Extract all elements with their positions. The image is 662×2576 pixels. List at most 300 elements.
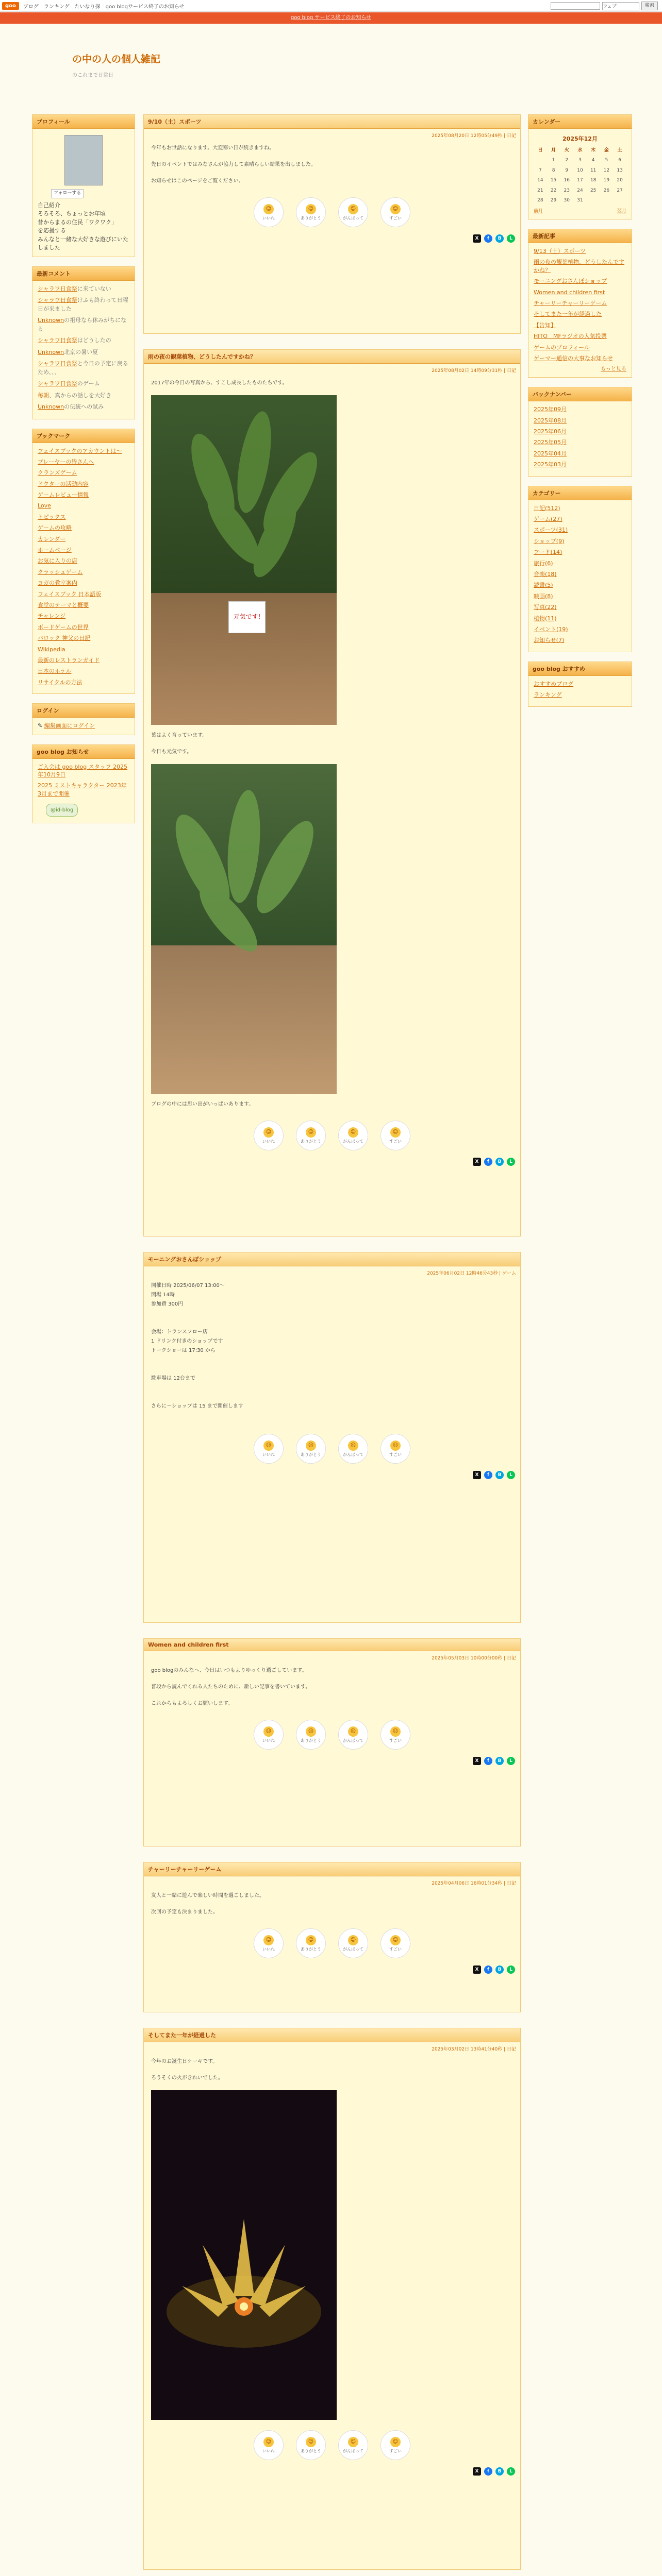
blog-header: [72, 52, 160, 78]
backnumber-heading: バックナンバー: [528, 387, 632, 401]
article-title[interactable]: Women and children first: [144, 1639, 520, 1651]
plant-photo[interactable]: [151, 764, 337, 1094]
category-link[interactable]: フード(14): [534, 549, 562, 556]
smile-icon: ☺: [306, 1440, 316, 1451]
article-title[interactable]: チャーリーチャーリーゲーム: [144, 1862, 520, 1876]
calendar-heading: カレンダー: [528, 115, 632, 129]
notice-link[interactable]: goo blog サービス終了のお知らせ: [290, 15, 372, 21]
facebook-share-icon[interactable]: f: [484, 234, 492, 243]
calendar-day[interactable]: 25: [590, 188, 597, 193]
calendar-day[interactable]: 11: [590, 167, 597, 173]
profile-line: みんなと一緒な大好きな遊びにいたしました: [38, 235, 128, 251]
share-buttons: [144, 231, 520, 248]
comment-item: [38, 380, 129, 388]
category-link[interactable]: 写真(22): [534, 604, 557, 611]
reaction-button[interactable]: [296, 1121, 326, 1150]
reaction-label: すごい: [389, 1139, 402, 1144]
category-link[interactable]: 植物(11): [534, 615, 557, 622]
bookmark-link[interactable]: プレーヤーの皆さんへ: [38, 458, 94, 465]
profile-text: [38, 201, 129, 252]
calendar-day[interactable]: 9: [565, 167, 569, 173]
category-link[interactable]: 旅行(6): [534, 560, 553, 567]
recent-posts-list: [534, 247, 626, 362]
topbar-link-notice[interactable]: goo blogサービス終了のお知らせ: [105, 4, 185, 10]
recent-post-link[interactable]: モーニングおさんぽショップ: [534, 278, 607, 285]
calendar-day[interactable]: 8: [552, 167, 555, 173]
comment-item: [38, 392, 129, 400]
reaction-buttons: [144, 1430, 520, 1468]
comment-author-link[interactable]: シャラワ日食祭: [38, 360, 77, 367]
reaction-label: いいね: [262, 1738, 275, 1743]
bookmark-link[interactable]: ゲームの攻略: [38, 524, 72, 532]
category-link[interactable]: ゲーム(27): [534, 516, 562, 523]
calendar-day[interactable]: 18: [590, 178, 597, 183]
article: [143, 114, 521, 334]
calendar-weekday: 水: [577, 147, 583, 153]
calendar-day[interactable]: 27: [617, 188, 623, 193]
article-paragraph: 友人と一緒に遊んで楽しい時間を過ごしました。: [151, 1893, 264, 1899]
reaction-label: すごい: [389, 1946, 402, 1952]
goo-recommend-list: [528, 676, 632, 706]
calendar-day[interactable]: 26: [603, 188, 610, 193]
backnumber-link[interactable]: 2025年08月: [534, 417, 567, 424]
article-paragraph: 今年もお世話になります。大変寒い日が続きますね。: [151, 145, 275, 151]
topbar-link-search[interactable]: たいなり探: [74, 4, 101, 10]
calendar-day[interactable]: 13: [617, 167, 623, 173]
bookmark-link[interactable]: カレンダー: [38, 535, 66, 543]
reaction-label: すごい: [389, 215, 402, 221]
smile-icon: ☺: [348, 1935, 358, 1945]
blog-id-badge[interactable]: @id-blog: [46, 804, 78, 817]
reaction-label: がんばって: [343, 1738, 363, 1743]
reaction-button[interactable]: [338, 197, 368, 227]
bookmark-link[interactable]: フェイスブック 日本語版: [38, 590, 102, 598]
bookmark-link[interactable]: ドクターの活動内容: [38, 480, 89, 487]
bookmark-link[interactable]: Wikipedia: [38, 646, 65, 653]
article-paragraph: 駐車場は 12台まで: [151, 1376, 195, 1381]
reaction-label: がんばって: [343, 215, 363, 221]
recent-post-link[interactable]: 9/13（土）スポーツ: [534, 248, 586, 255]
profile-avatar[interactable]: [64, 135, 103, 185]
comment-item: [38, 316, 129, 333]
notice-bar: [0, 12, 662, 24]
more-link[interactable]: もっと見る: [601, 366, 626, 372]
smile-icon: ☺: [348, 1726, 358, 1737]
recent-post-link[interactable]: 【告知】: [534, 321, 556, 329]
calendar-weekday: 月: [551, 147, 556, 153]
calendar-day[interactable]: 21: [537, 188, 543, 193]
hatena-bookmark-icon[interactable]: B: [495, 1965, 504, 1974]
smile-icon: ☺: [306, 1127, 316, 1138]
category-heading: カテゴリー: [528, 486, 632, 500]
share-buttons: [144, 2464, 520, 2481]
calendar-day[interactable]: 3: [578, 158, 582, 163]
comment-item: [38, 336, 129, 345]
bookmarks-box: [32, 429, 135, 694]
hatena-bookmark-icon[interactable]: B: [495, 1471, 504, 1479]
x-share-icon[interactable]: X: [473, 1158, 481, 1166]
smile-icon: ☺: [390, 204, 401, 214]
category-link[interactable]: お知らせ(7): [534, 637, 565, 644]
comment-text: けふも終わって日曜日が来ました: [38, 297, 128, 312]
bookmark-link[interactable]: 日本のホテル: [38, 668, 72, 675]
recent-comments-list: [32, 281, 135, 419]
comment-text: に来ていない: [77, 285, 111, 292]
reaction-button[interactable]: [254, 2430, 284, 2460]
recent-post-link[interactable]: ゲーマー通信の大事なお知らせ: [534, 354, 613, 362]
smile-icon: ☺: [348, 1440, 358, 1451]
reaction-button[interactable]: [338, 1121, 368, 1150]
profile-line: そろそろ、ちょっとお年頃: [38, 210, 106, 217]
recent-comments-heading: 最新コメント: [32, 267, 135, 281]
reaction-label: ありがとう: [301, 1946, 321, 1952]
comment-author-link[interactable]: Unknown: [38, 317, 64, 324]
calendar-day[interactable]: 29: [550, 198, 557, 203]
blog-title[interactable]: の中の人の個人雑記: [72, 54, 161, 65]
comment-author-link[interactable]: シャラワ日食祭: [38, 380, 77, 387]
smile-icon: ☺: [263, 1726, 274, 1737]
smile-icon: ☺: [390, 1127, 401, 1138]
x-share-icon[interactable]: X: [473, 1471, 481, 1479]
line-share-icon[interactable]: L: [507, 1158, 515, 1166]
recent-post-link[interactable]: ゲームのプロフィール: [534, 344, 590, 351]
article-paragraph: 今年のお誕生日ケーキです。: [151, 2059, 218, 2064]
hatena-bookmark-icon[interactable]: B: [495, 234, 504, 243]
profile-line: 自己紹介: [38, 201, 60, 209]
plant-photo[interactable]: [151, 395, 337, 725]
calendar-day[interactable]: 20: [617, 178, 623, 183]
calendar-day[interactable]: 15: [550, 178, 557, 183]
x-share-icon[interactable]: X: [473, 1965, 481, 1974]
calendar-weekday: 土: [617, 147, 622, 153]
calendar-day[interactable]: 16: [564, 178, 570, 183]
reaction-button[interactable]: [296, 1720, 326, 1750]
calendar-month: 2025年12月: [562, 135, 598, 142]
calendar-day[interactable]: 22: [550, 188, 557, 193]
backnumber-link[interactable]: 2025年04月: [534, 450, 567, 457]
cake-image: [151, 2090, 337, 2420]
smile-icon: ☺: [306, 204, 316, 214]
line-share-icon[interactable]: L: [507, 1965, 515, 1974]
topbar-link-ranking[interactable]: ランキング: [43, 4, 70, 10]
calendar-day[interactable]: 7: [538, 167, 542, 173]
topbar-search: [551, 2, 658, 10]
article-paragraph: 開催日時 2025/06/07 13:00〜: [151, 1283, 225, 1289]
login-link[interactable]: 編集画面にログイン: [44, 722, 95, 730]
calendar-day[interactable]: 10: [577, 167, 583, 173]
smile-icon: ☺: [306, 2437, 316, 2447]
category-link[interactable]: スポーツ(31): [534, 527, 568, 534]
reaction-label: ありがとう: [301, 1139, 321, 1144]
comment-item: [38, 285, 129, 294]
comment-text: の伝統への試み: [64, 403, 104, 410]
article-meta: 2025年05月03日 10時00分00秒 | 日記: [432, 1656, 516, 1661]
smile-icon: ☺: [263, 1127, 274, 1138]
article-paragraph: 会場：トランスフロー店: [151, 1329, 208, 1335]
reaction-button[interactable]: [296, 1434, 326, 1464]
calendar-day[interactable]: 23: [564, 188, 570, 193]
bookmark-link[interactable]: クランズゲーム: [38, 469, 77, 477]
article-paragraph: ブログの中には思い出がいっぱいあります。: [151, 1101, 254, 1107]
goo-recommend-link[interactable]: おすすめブログ: [534, 680, 574, 687]
reaction-button[interactable]: [296, 2430, 326, 2460]
goo-notice-box: [32, 744, 135, 824]
article-paragraph: 次回の予定も決まりました。: [151, 1909, 218, 1915]
bookmark-link[interactable]: フェイスブックのアカウントは〜: [38, 447, 122, 454]
reaction-button[interactable]: [254, 1720, 284, 1750]
smile-icon: ☺: [390, 1935, 401, 1945]
share-buttons: [144, 1754, 520, 1770]
line-share-icon[interactable]: L: [507, 234, 515, 243]
line-share-icon[interactable]: L: [507, 1757, 515, 1765]
reaction-button[interactable]: [254, 1121, 284, 1150]
reaction-button[interactable]: [338, 1928, 368, 1958]
hatena-bookmark-icon[interactable]: B: [495, 1757, 504, 1765]
article-title[interactable]: そしてまた一年が経過した: [144, 2028, 520, 2042]
calendar-day: [600, 196, 614, 206]
category-link[interactable]: 映画(8): [534, 592, 553, 600]
article-meta: 2025年03月02日 13時41分40秒 | 日記: [432, 2047, 516, 2052]
calendar-day[interactable]: 1: [552, 158, 555, 163]
category-link[interactable]: 音楽(18): [534, 570, 557, 578]
article-meta: 2025年06月02日 12時46分43秒 | ゲーム: [427, 1271, 516, 1276]
reaction-button[interactable]: [380, 2430, 410, 2460]
goo-logo[interactable]: goo: [2, 2, 19, 10]
calendar-day[interactable]: 14: [537, 178, 543, 183]
calendar-table: [534, 146, 626, 206]
calendar-day[interactable]: 17: [577, 178, 583, 183]
goo-notice-link[interactable]: 2025 ミストキャラクター 2023年3月まで開催: [38, 782, 127, 797]
bookmark-link[interactable]: お気に入りの店: [38, 557, 77, 565]
reaction-button[interactable]: [380, 197, 410, 227]
goo-recommend-link[interactable]: ランキング: [534, 691, 562, 699]
bookmark-link[interactable]: クラッシュゲーム: [38, 568, 83, 575]
recent-post-link[interactable]: Women and children first: [534, 289, 605, 296]
bookmark-link[interactable]: リサイクルの方法: [38, 679, 82, 686]
smile-icon: ☺: [390, 1440, 401, 1451]
article-paragraph: お知らせはこのページをご覧ください。: [151, 178, 244, 184]
calendar-weekday: 日: [538, 147, 543, 153]
goo-recommend-heading: goo blog おすすめ: [528, 662, 632, 676]
bookmark-link[interactable]: 最新のレストランガイド: [38, 656, 100, 664]
comment-item: [38, 296, 129, 313]
smile-icon: ☺: [306, 1935, 316, 1945]
article: [143, 1252, 521, 1623]
calendar-prev-link[interactable]: 前月: [534, 208, 543, 214]
comment-author-link[interactable]: 毎朝: [38, 392, 49, 399]
smile-icon: ☺: [263, 204, 274, 214]
category-link[interactable]: ショップ(9): [534, 537, 565, 545]
line-share-icon[interactable]: L: [507, 2467, 515, 2476]
reaction-button[interactable]: [380, 1434, 410, 1464]
smile-icon: ☺: [263, 1935, 274, 1945]
facebook-share-icon[interactable]: f: [484, 2467, 492, 2476]
reaction-button[interactable]: [254, 197, 284, 227]
comment-author-link[interactable]: Unknown: [38, 348, 64, 355]
comment-author-link[interactable]: シャラワ日食祭: [38, 285, 77, 292]
calendar-weekday: 火: [564, 147, 569, 153]
profile-line: を応援する: [38, 227, 66, 234]
bookmark-link[interactable]: トピックス: [38, 513, 66, 520]
article: [143, 1638, 521, 1846]
reaction-label: いいね: [262, 1946, 275, 1952]
comment-author-link[interactable]: シャラワ日食祭: [38, 337, 77, 344]
article-paragraph: 参加費 300円: [151, 1301, 184, 1307]
calendar-day[interactable]: 6: [618, 158, 621, 163]
bookmark-link[interactable]: ホームページ: [38, 547, 72, 554]
facebook-share-icon[interactable]: f: [484, 1757, 492, 1765]
recent-post-link[interactable]: チャーリーチャーリーゲーム: [534, 299, 607, 307]
calendar-day[interactable]: 31: [577, 198, 583, 203]
bookmark-link[interactable]: ゲームレビュー情報: [38, 492, 89, 499]
calendar-day[interactable]: 30: [564, 198, 570, 203]
comment-author-link[interactable]: シャラワ日食祭: [38, 297, 77, 303]
reaction-button[interactable]: [338, 1720, 368, 1750]
follow-button[interactable]: フォローする: [51, 189, 84, 198]
backnumber-link[interactable]: 2025年03月: [534, 461, 567, 468]
search-input[interactable]: [551, 2, 600, 10]
reaction-label: がんばって: [343, 2448, 363, 2453]
plant-leaves-image: [151, 764, 337, 1094]
plant-sign: 元気です!: [228, 601, 266, 633]
reaction-buttons: [144, 1116, 520, 1155]
share-buttons: [144, 1155, 520, 1171]
article-paragraph: 普段から読んでくれる人たちのために、新しい記事を書いています。: [151, 1684, 311, 1690]
smile-icon: ☺: [306, 1726, 316, 1737]
calendar-next-link[interactable]: 翌月: [617, 208, 626, 214]
category-link[interactable]: 読書(5): [534, 582, 553, 589]
reaction-label: がんばって: [343, 1946, 363, 1952]
category-link[interactable]: 日記(512): [534, 504, 560, 512]
article-paragraph: 1 ドリンク付きのショップです: [151, 1338, 223, 1344]
goo-notice-link[interactable]: ご入会は goo blog スタッフ 2025年10月9日: [38, 763, 128, 778]
reaction-label: ありがとう: [301, 2448, 321, 2453]
x-share-icon[interactable]: X: [473, 1757, 481, 1765]
cake-photo[interactable]: [151, 2090, 337, 2420]
reaction-button[interactable]: [254, 1928, 284, 1958]
facebook-share-icon[interactable]: f: [484, 1471, 492, 1479]
backnumber-link[interactable]: 2025年05月: [534, 439, 567, 446]
smile-icon: ☺: [390, 2437, 401, 2447]
bookmark-link[interactable]: 食堂のテーマと概要: [38, 601, 89, 608]
article-meta: 2025年04月06日 16時01分34秒 | 日記: [432, 1881, 516, 1886]
backnumber-link[interactable]: 2025年06月: [534, 428, 567, 435]
bookmark-link[interactable]: チャレンジ: [38, 613, 66, 620]
calendar-day: [613, 196, 626, 206]
left-sidebar: [32, 114, 135, 833]
x-share-icon[interactable]: X: [473, 234, 481, 243]
recent-posts-box: [528, 229, 632, 378]
reaction-label: すごい: [389, 1452, 402, 1457]
comment-item: [38, 360, 129, 377]
hatena-bookmark-icon[interactable]: B: [495, 1158, 504, 1166]
article-title[interactable]: モーニングおさんぽショップ: [144, 1252, 520, 1266]
bookmark-link[interactable]: ボードゲームの世界: [38, 623, 89, 631]
reaction-button[interactable]: [380, 1121, 410, 1150]
article-paragraph: 葉はよく育っています。: [151, 733, 208, 738]
smile-icon: ☺: [348, 1127, 358, 1138]
calendar-day: [587, 196, 600, 206]
article-paragraph: 2017年の今日の写真から、すこし成長したものたちです。: [151, 380, 288, 386]
bookmark-link[interactable]: バロック 神父の日記: [38, 635, 91, 642]
calendar-day[interactable]: 24: [577, 188, 583, 193]
calendar-day[interactable]: 2: [565, 158, 569, 163]
recent-post-link[interactable]: そしてまた一年が経過した: [534, 311, 602, 318]
reaction-label: いいね: [262, 1452, 275, 1457]
smile-icon: ☺: [348, 204, 358, 214]
search-button[interactable]: 検索: [641, 2, 658, 10]
category-list: [528, 500, 632, 652]
topbar-links: [23, 2, 185, 10]
calendar-day[interactable]: 12: [603, 167, 610, 173]
comment-text: 北京の暑い夏: [64, 348, 98, 355]
x-share-icon[interactable]: X: [473, 2467, 481, 2476]
reaction-buttons: [144, 1716, 520, 1754]
category-link[interactable]: イベント(19): [534, 625, 568, 633]
hatena-bookmark-icon[interactable]: B: [495, 2467, 504, 2476]
reaction-button[interactable]: [338, 2430, 368, 2460]
comment-item: [38, 403, 129, 412]
reaction-label: すごい: [389, 2448, 402, 2453]
bookmarks-list: [32, 443, 135, 694]
bookmark-link[interactable]: ヨガの教室案内: [38, 580, 77, 587]
comment-author-link[interactable]: Unknown: [38, 403, 64, 410]
reaction-label: ありがとう: [301, 1452, 321, 1457]
reaction-buttons: [144, 1924, 520, 1962]
bookmark-link[interactable]: Love: [38, 502, 51, 510]
reaction-label: ありがとう: [301, 215, 321, 221]
reaction-button[interactable]: [380, 1928, 410, 1958]
reaction-button[interactable]: [296, 197, 326, 227]
calendar-day[interactable]: 28: [537, 198, 543, 203]
blog-description: のこれまで日常日: [72, 73, 113, 78]
article-paragraph: 先日のイベントではみなさんが協力して素晴らしい結果を出しました。: [151, 162, 316, 167]
reaction-button[interactable]: [338, 1434, 368, 1464]
recent-comments-box: [32, 266, 135, 419]
reaction-button[interactable]: [380, 1720, 410, 1750]
article-title[interactable]: 9/10（土）スポーツ: [144, 115, 520, 129]
smile-icon: ☺: [263, 2437, 274, 2447]
calendar-day[interactable]: 5: [605, 158, 608, 163]
comment-item: [38, 348, 129, 357]
reaction-button[interactable]: [254, 1434, 284, 1464]
backnumber-link[interactable]: 2025年09月: [534, 406, 567, 413]
calendar-day[interactable]: 19: [603, 178, 610, 183]
recent-post-link[interactable]: 雨の夜の観葉植物、どうしたんですかね？: [534, 259, 624, 274]
reaction-button[interactable]: [296, 1928, 326, 1958]
bookmarks-heading: ブックマーク: [32, 429, 135, 443]
recent-posts-heading: 最新記事: [528, 229, 632, 243]
article-paragraph: 今日も元気です。: [151, 749, 192, 755]
facebook-share-icon[interactable]: f: [484, 1158, 492, 1166]
topbar-link-blog[interactable]: ブログ: [23, 4, 39, 10]
article-paragraph: goo blogのみんなへ、今日はいつもよりゆっくり過ごしています。: [151, 1668, 307, 1673]
recent-post-link[interactable]: HITO MFラジオの人気投票: [534, 333, 607, 340]
calendar-day: [534, 156, 547, 166]
comment-text: のゲーム: [77, 380, 100, 387]
goo-recommend-box: [528, 662, 632, 707]
search-select[interactable]: ウェブ: [602, 2, 639, 10]
line-share-icon[interactable]: L: [507, 1471, 515, 1479]
plant-leaves-image: [151, 395, 337, 725]
reaction-label: いいね: [262, 1139, 275, 1144]
calendar-weekday: 金: [604, 147, 609, 153]
article-meta: 2025年08月20日 12時05分49秒 | 日記: [432, 133, 516, 139]
calendar-day[interactable]: 4: [591, 158, 595, 163]
article-title[interactable]: 雨の夜の観葉植物、どうしたんですかね？: [144, 350, 520, 364]
facebook-share-icon[interactable]: f: [484, 1965, 492, 1974]
article-paragraph: 開場 14時: [151, 1292, 175, 1298]
